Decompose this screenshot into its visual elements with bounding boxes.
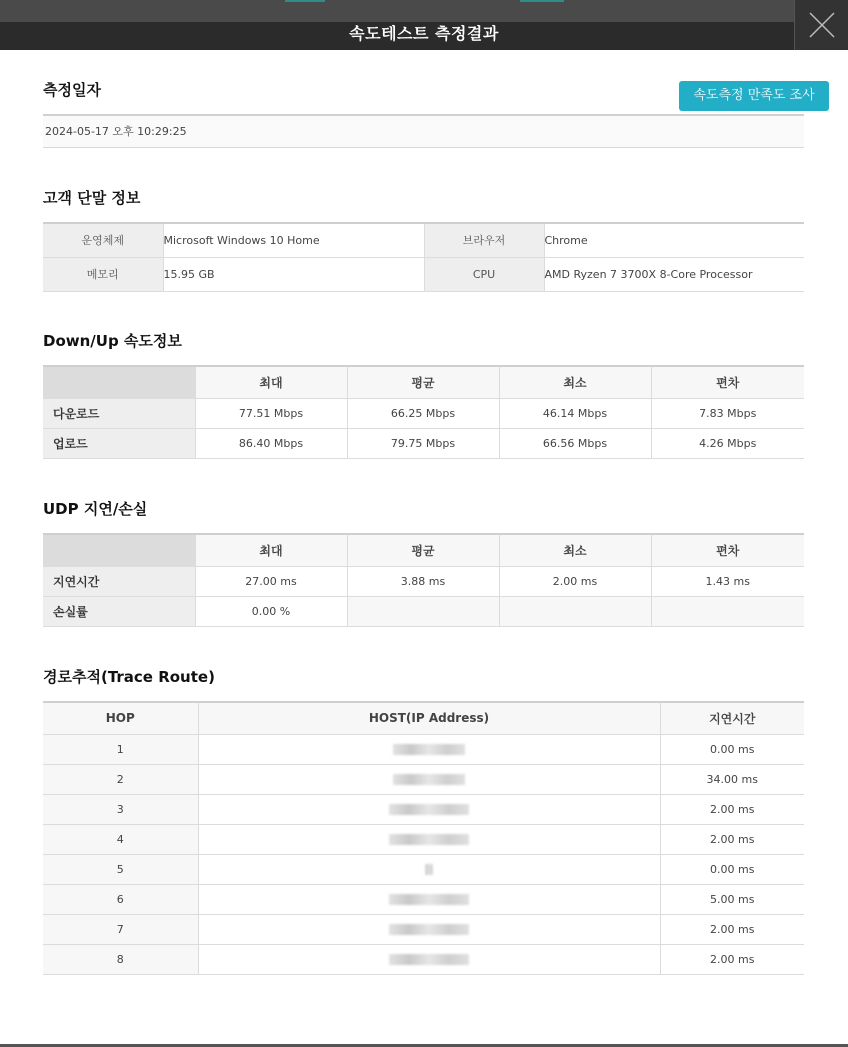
latency-label: 지연시간 — [43, 566, 195, 596]
table-row — [43, 944, 804, 974]
browser-value: Chrome — [544, 223, 804, 257]
table-row — [43, 223, 804, 257]
table-header-row — [43, 702, 804, 734]
table-row — [43, 398, 804, 428]
latency-deviation: 1.43 ms — [651, 566, 804, 596]
upload-max: 86.40 Mbps — [195, 428, 347, 458]
upload-min: 66.56 Mbps — [499, 428, 651, 458]
table-corner — [43, 534, 195, 566]
measure-date-heading: 측정일자 — [43, 81, 101, 99]
window-title: 속도테스트 측정결과 — [349, 24, 499, 43]
hop-number: 7 — [43, 914, 198, 944]
speed-info-heading: Down/Up 속도정보 — [43, 332, 182, 350]
download-max: 77.51 Mbps — [195, 398, 347, 428]
table-row — [43, 734, 804, 764]
upload-label: 업로드 — [43, 428, 195, 458]
trace-route-table — [43, 701, 804, 975]
loss-avg — [347, 596, 499, 626]
latency-min: 2.00 ms — [499, 566, 651, 596]
download-avg: 66.25 Mbps — [347, 398, 499, 428]
hop-number: 1 — [43, 734, 198, 764]
hop-latency: 34.00 ms — [660, 764, 804, 794]
hop-number: 8 — [43, 944, 198, 974]
title-bar-accent — [285, 0, 325, 2]
hop-number: 4 — [43, 824, 198, 854]
os-value: Microsoft Windows 10 Home — [163, 223, 424, 257]
column-header-latency: 지연시간 — [660, 702, 804, 734]
table-row — [43, 824, 804, 854]
title-bar-accent — [520, 0, 564, 2]
os-label: 운영체제 — [43, 223, 163, 257]
upload-avg: 79.75 Mbps — [347, 428, 499, 458]
udp-table — [43, 533, 804, 627]
trace-route-heading: 경로추적(Trace Route) — [43, 668, 215, 686]
device-info-table — [43, 222, 804, 292]
speed-table — [43, 365, 804, 459]
latency-avg: 3.88 ms — [347, 566, 499, 596]
table-row — [43, 884, 804, 914]
browser-label: 브라우저 — [424, 223, 544, 257]
column-header-deviation: 편차 — [651, 366, 804, 398]
column-header-host: HOST(IP Address) — [198, 702, 660, 734]
latency-max: 27.00 ms — [195, 566, 347, 596]
host-address-blurred — [198, 884, 660, 914]
hop-latency: 2.00 ms — [660, 794, 804, 824]
hop-latency: 0.00 ms — [660, 734, 804, 764]
column-header-max: 최대 — [195, 366, 347, 398]
host-address-blurred — [198, 914, 660, 944]
memory-value: 15.95 GB — [163, 257, 424, 291]
measure-date-value: 2024-05-17 오후 10:29:25 — [43, 114, 804, 148]
hop-number: 5 — [43, 854, 198, 884]
memory-label: 메모리 — [43, 257, 163, 291]
download-label: 다운로드 — [43, 398, 195, 428]
hop-latency: 2.00 ms — [660, 944, 804, 974]
table-row — [43, 566, 804, 596]
download-min: 46.14 Mbps — [499, 398, 651, 428]
hop-number: 3 — [43, 794, 198, 824]
table-row — [43, 428, 804, 458]
column-header-min: 최소 — [499, 366, 651, 398]
close-icon — [809, 12, 835, 38]
cpu-label: CPU — [424, 257, 544, 291]
column-header-max: 최대 — [195, 534, 347, 566]
udp-heading: UDP 지연/손실 — [43, 500, 148, 518]
column-header-avg: 평균 — [347, 534, 499, 566]
table-row — [43, 596, 804, 626]
hop-number: 6 — [43, 884, 198, 914]
hop-latency: 2.00 ms — [660, 914, 804, 944]
host-address-blurred — [198, 764, 660, 794]
title-bar-strip — [0, 0, 794, 22]
hop-number: 2 — [43, 764, 198, 794]
hop-latency: 5.00 ms — [660, 884, 804, 914]
host-address-blurred — [198, 944, 660, 974]
table-header-row — [43, 366, 804, 398]
table-row — [43, 914, 804, 944]
loss-min — [499, 596, 651, 626]
table-header-row — [43, 534, 804, 566]
table-row — [43, 257, 804, 291]
title-bar — [0, 0, 848, 50]
upload-deviation: 4.26 Mbps — [651, 428, 804, 458]
hop-latency: 2.00 ms — [660, 824, 804, 854]
column-header-min: 최소 — [499, 534, 651, 566]
device-info-heading: 고객 단말 정보 — [43, 189, 141, 207]
table-row — [43, 764, 804, 794]
loss-label: 손실률 — [43, 596, 195, 626]
column-header-deviation: 편차 — [651, 534, 804, 566]
host-address-blurred — [198, 734, 660, 764]
close-button[interactable] — [794, 0, 848, 50]
column-header-avg: 평균 — [347, 366, 499, 398]
table-corner — [43, 366, 195, 398]
column-header-hop: HOP — [43, 702, 198, 734]
host-address-blurred — [198, 854, 660, 884]
download-deviation: 7.83 Mbps — [651, 398, 804, 428]
hop-latency: 0.00 ms — [660, 854, 804, 884]
loss-max: 0.00 % — [195, 596, 347, 626]
cpu-value: AMD Ryzen 7 3700X 8-Core Processor — [544, 257, 804, 291]
table-row — [43, 794, 804, 824]
table-row — [43, 854, 804, 884]
host-address-blurred — [198, 824, 660, 854]
loss-deviation — [651, 596, 804, 626]
satisfaction-survey-button[interactable]: 속도측정 만족도 조사 — [679, 81, 829, 111]
host-address-blurred — [198, 794, 660, 824]
